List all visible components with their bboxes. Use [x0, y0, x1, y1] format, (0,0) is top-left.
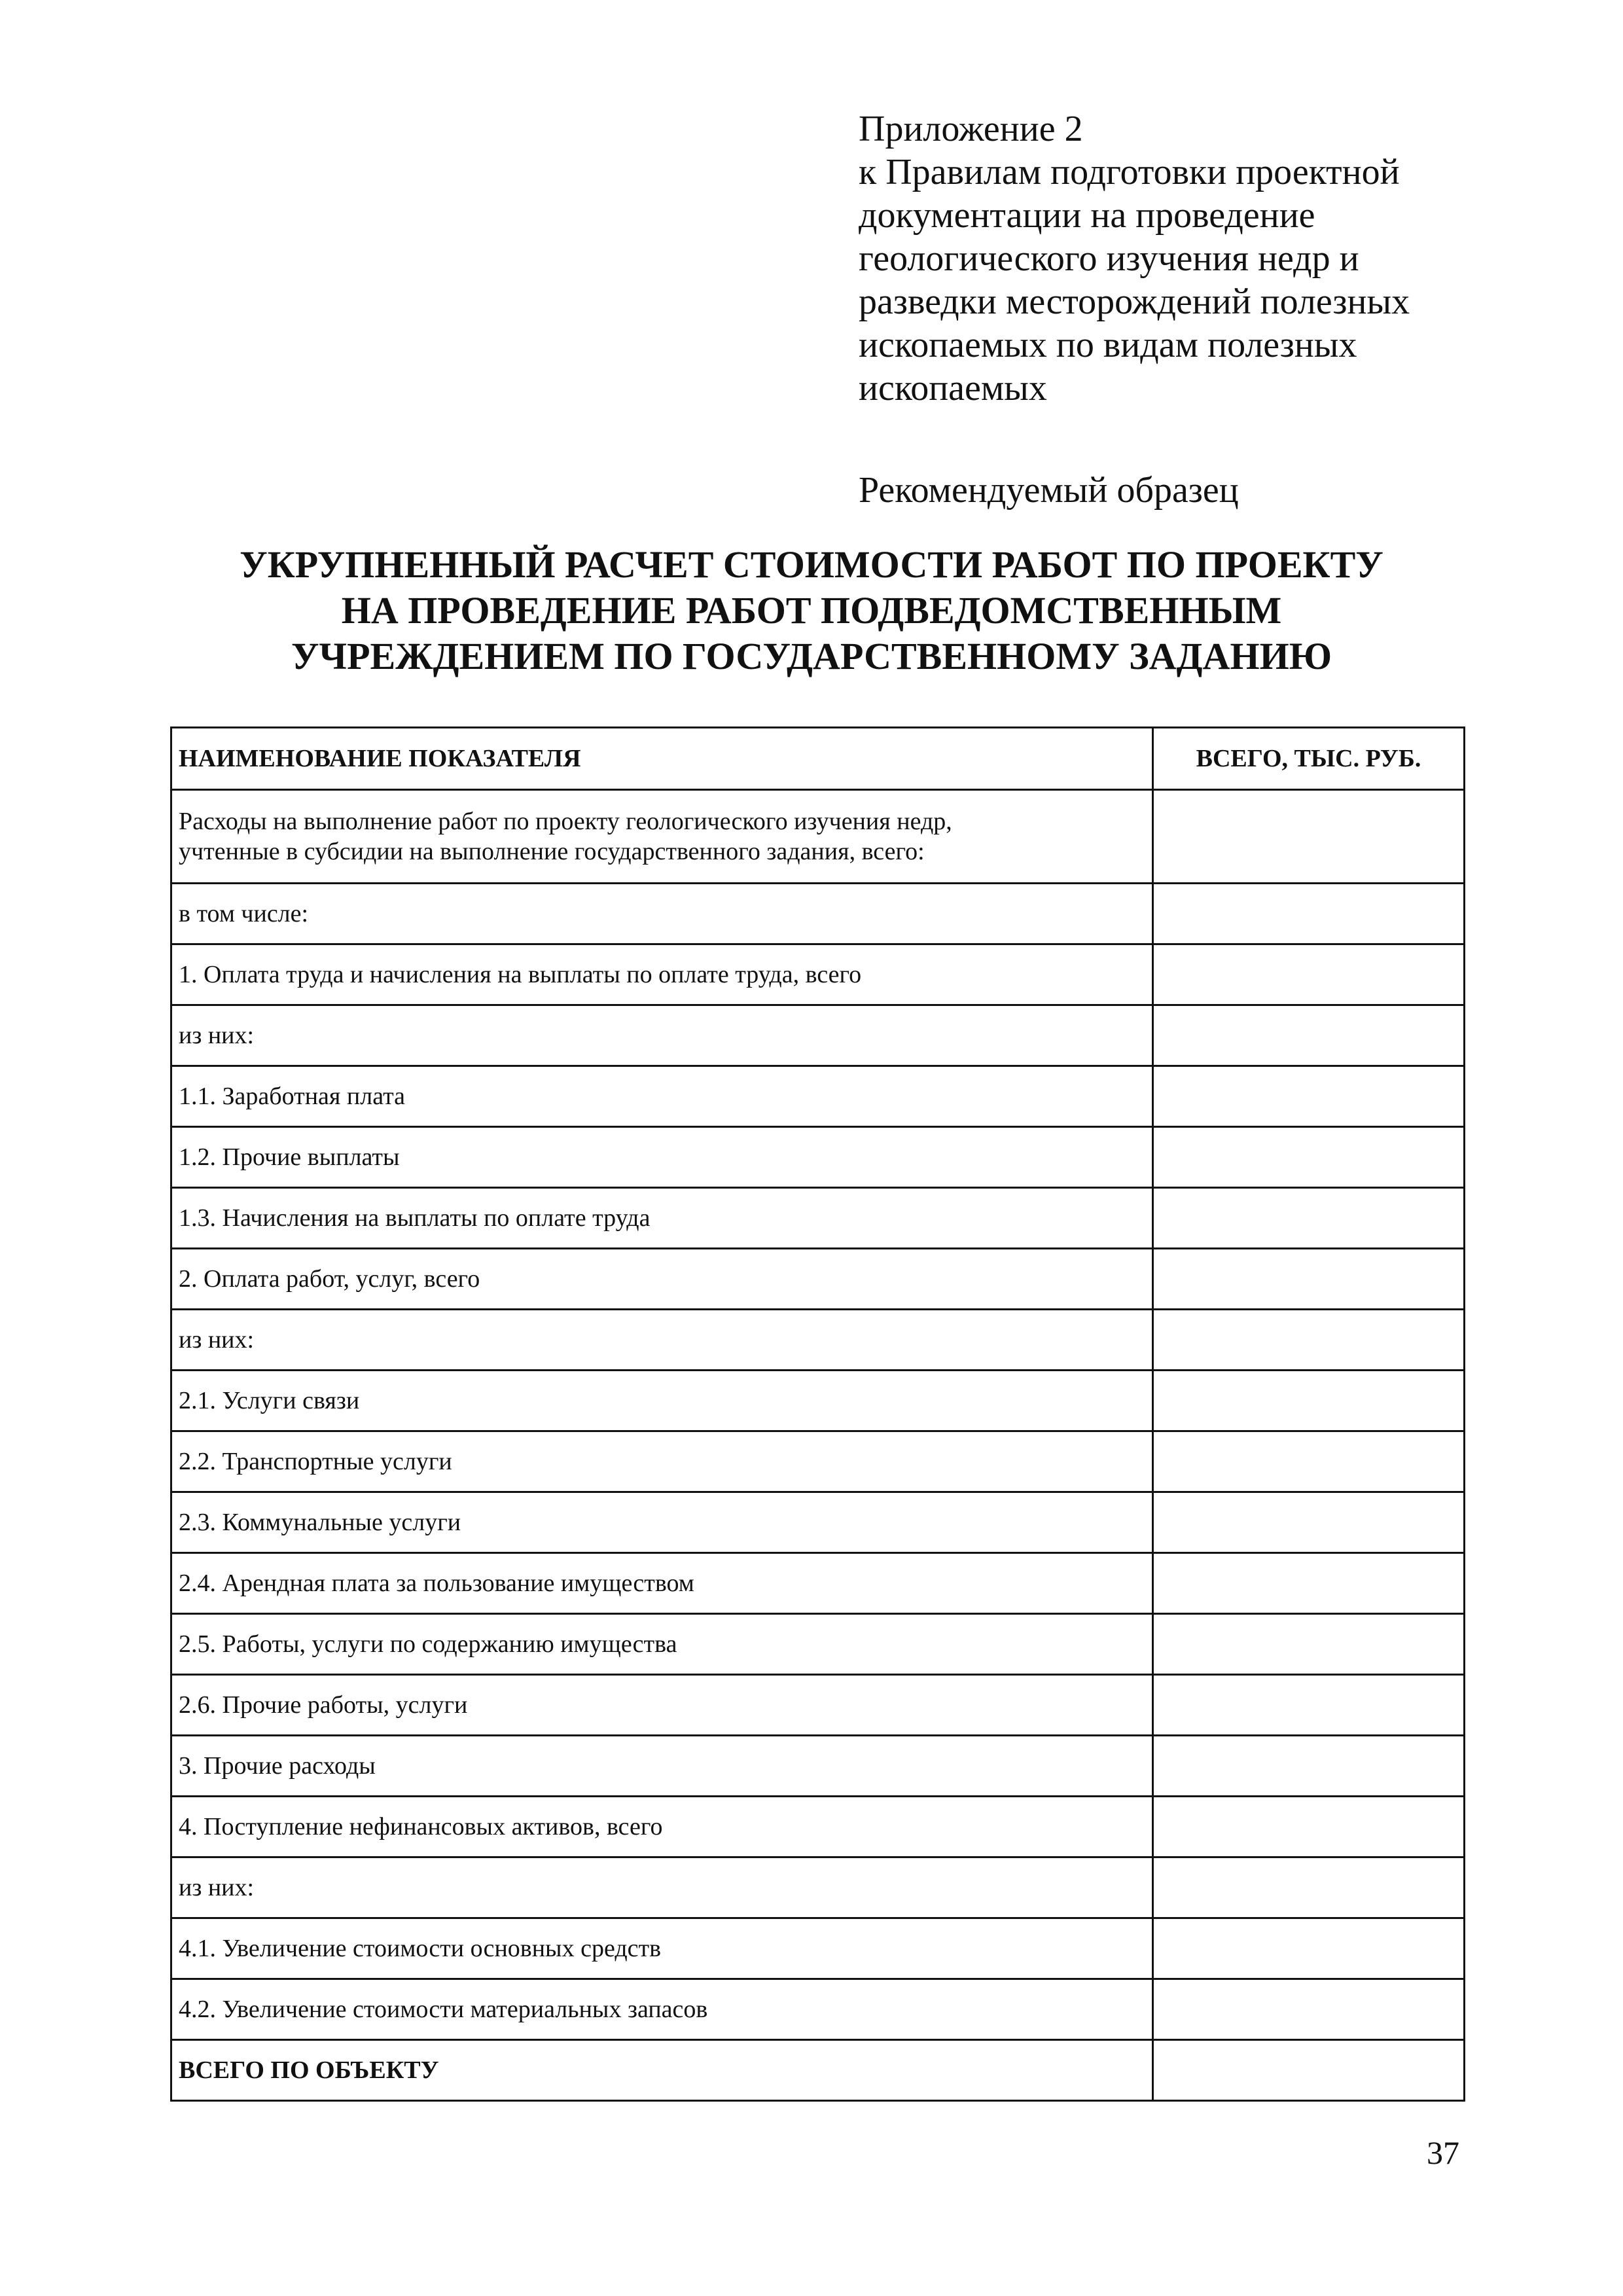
appendix-line: ископаемых по видам полезных: [859, 325, 1357, 365]
table-row: [171, 1857, 1465, 1918]
row-name: 1.2. Прочие выплаты: [171, 1127, 1153, 1188]
row-value-cell: [1153, 1797, 1465, 1857]
row-value-cell: [1153, 1188, 1465, 1249]
table-row: [171, 790, 1465, 884]
table-row: [171, 1553, 1465, 1614]
table-total-row: [171, 2040, 1465, 2101]
row-value-cell: [1153, 944, 1465, 1005]
appendix-line: ископаемых: [859, 368, 1047, 408]
row-name: 2.6. Прочие работы, услуги: [171, 1675, 1153, 1736]
row-value-cell: [1153, 2040, 1465, 2101]
row-name: 3. Прочие расходы: [171, 1736, 1153, 1797]
row-name: 2.1. Услуги связи: [171, 1371, 1153, 1431]
table-row: [171, 1492, 1465, 1553]
row-value-cell: [1153, 1005, 1465, 1066]
row-name: в том числе:: [171, 884, 1153, 944]
appendix-line: к Правилам подготовки проектной: [859, 152, 1400, 192]
appendix-line: разведки месторождений полезных: [859, 281, 1410, 322]
table-row: [171, 1371, 1465, 1431]
row-name: 2.2. Транспортные услуги: [171, 1431, 1153, 1492]
appendix-line: документации на проведение: [859, 195, 1315, 236]
appendix-line: Приложение 2: [859, 109, 1083, 149]
header-indicator-name: НАИМЕНОВАНИЕ ПОКАЗАТЕЛЯ: [171, 728, 1153, 790]
row-name: 4. Поступление нефинансовых активов, всего: [171, 1797, 1153, 1857]
appendix-line: геологического изучения недр и: [859, 238, 1359, 279]
row-name-line: Расходы на выполнение работ по проекту геологического изучения недр,: [179, 808, 952, 835]
table-row: [171, 1979, 1465, 2040]
row-value-cell: [1153, 1918, 1465, 1979]
row-value-cell: [1153, 1127, 1465, 1188]
row-name: 4.1. Увеличение стоимости основных средств: [171, 1918, 1153, 1979]
row-value-cell: [1153, 1675, 1465, 1736]
row-name: 2. Оплата работ, услуг, всего: [171, 1249, 1153, 1310]
row-name: 2.3. Коммунальные услуги: [171, 1492, 1153, 1553]
table-row: [171, 1127, 1465, 1188]
table-row: [171, 884, 1465, 944]
row-name: 1. Оплата труда и начисления на выплаты по оплате труда, всего: [171, 944, 1153, 1005]
row-value-cell: [1153, 1614, 1465, 1675]
title-line: НА ПРОВЕДЕНИЕ РАБОТ ПОДВЕДОМСТВЕННЫМ: [341, 589, 1282, 632]
table-header-row: [171, 728, 1465, 790]
row-value-cell: [1153, 790, 1465, 884]
row-name: ВСЕГО ПО ОБЪЕКТУ: [171, 2040, 1153, 2101]
row-value-cell: [1153, 884, 1465, 944]
row-name: 1.1. Заработная плата: [171, 1066, 1153, 1127]
table-row: [171, 1310, 1465, 1371]
table-row: [171, 1066, 1465, 1127]
title-line: УКРУПНЕННЫЙ РАСЧЕТ СТОИМОСТИ РАБОТ ПО ПРОЕКТУ: [240, 543, 1383, 586]
header-total: ВСЕГО, ТЫС. РУБ.: [1153, 728, 1465, 790]
row-value-cell: [1153, 1857, 1465, 1918]
table-row: [171, 1005, 1465, 1066]
row-name: [171, 790, 1153, 884]
row-value-cell: [1153, 1492, 1465, 1553]
row-name: из них:: [171, 1005, 1153, 1066]
table-row: [171, 1188, 1465, 1249]
row-value-cell: [1153, 1431, 1465, 1492]
cost-calculation-table: [170, 726, 1465, 2102]
sample-note: Рекомендуемый образец: [859, 470, 1239, 511]
table-row: [171, 1918, 1465, 1979]
row-name-line: учтенные в субсидии на выполнение государственного задания, всего:: [179, 838, 925, 865]
table-row: [171, 1675, 1465, 1736]
row-value-cell: [1153, 1066, 1465, 1127]
title-line: УЧРЕЖДЕНИЕМ ПО ГОСУДАРСТВЕННОМУ ЗАДАНИЮ: [291, 635, 1332, 677]
table-row: [171, 1249, 1465, 1310]
row-name: из них:: [171, 1310, 1153, 1371]
row-value-cell: [1153, 1736, 1465, 1797]
spacer: [859, 410, 1513, 469]
document-title: [131, 542, 1492, 679]
table-row: [171, 1736, 1465, 1797]
table-row: [171, 1431, 1465, 1492]
row-value-cell: [1153, 1979, 1465, 2040]
table-row: [171, 944, 1465, 1005]
row-name: 4.2. Увеличение стоимости материальных запасов: [171, 1979, 1153, 2040]
row-value-cell: [1153, 1310, 1465, 1371]
row-name: 2.5. Работы, услуги по содержанию имущества: [171, 1614, 1153, 1675]
table-row: [171, 1614, 1465, 1675]
appendix-header: [859, 107, 1513, 512]
page-number: 37: [1427, 2134, 1459, 2171]
row-name: 2.4. Арендная плата за пользование имуществом: [171, 1553, 1153, 1614]
table-row: [171, 1797, 1465, 1857]
row-value-cell: [1153, 1553, 1465, 1614]
row-name: из них:: [171, 1857, 1153, 1918]
row-value-cell: [1153, 1371, 1465, 1431]
row-name: 1.3. Начисления на выплаты по оплате труда: [171, 1188, 1153, 1249]
row-value-cell: [1153, 1249, 1465, 1310]
